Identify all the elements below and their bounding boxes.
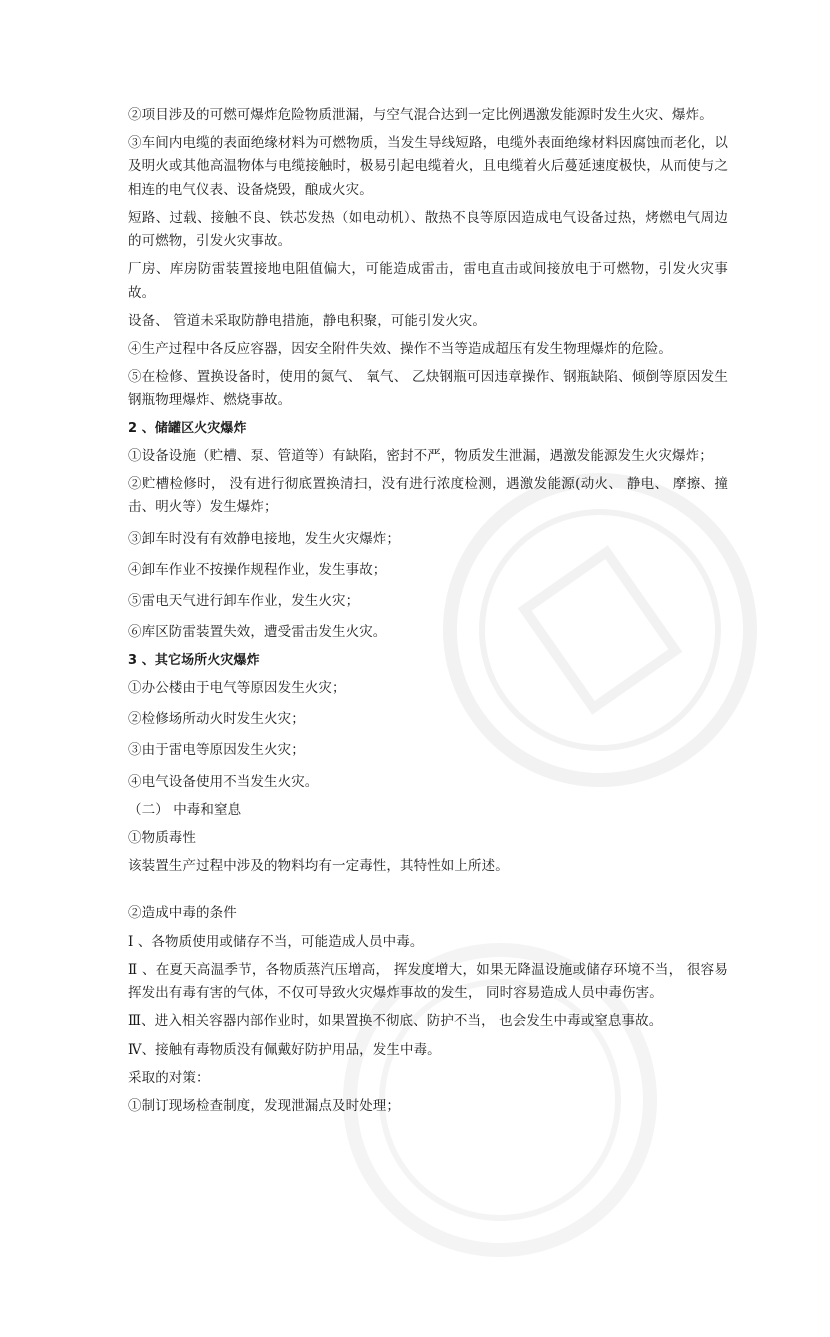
paragraph: ④生产过程中各反应容器，因安全附件失效、操作不当等造成超压有发生物理爆炸的危险。 bbox=[128, 340, 672, 357]
paragraph: 短路、过载、接触不良、铁芯发热（如电动机）、散热不良等原因造成电气设备过热，烤燃电气周边的可燃物，引发火灾事故。 bbox=[128, 209, 728, 250]
paragraph: ①物质毒性 bbox=[128, 829, 196, 846]
paragraph: ③卸车时没有有效静电接地，发生火灾爆炸； bbox=[128, 530, 400, 547]
paragraph: ③由于雷电等原因发生火灾； bbox=[128, 742, 305, 759]
paragraph: ⑤在检修、置换设备时，使用的氮气、 氧气、 乙炔钢瓶可因违章操作、钢瓶缺陷、倾倒等原因发生钢瓶物理爆炸、燃烧事故。 bbox=[128, 369, 728, 409]
paragraph: ⑤雷电天气进行卸车作业，发生火灾； bbox=[128, 593, 360, 610]
paragraph: ②检修场所动火时发生火灾； bbox=[128, 711, 305, 728]
paragraph: ①制订现场检查制度，发现泄漏点及时处理； bbox=[128, 1097, 400, 1114]
paragraph: ③车间内电缆的表面绝缘材料为可燃物质，当发生导线短路，电缆外表面绝缘材料因腐蚀而老化，以及明火或其他高温物体与电缆接触时，极易引起电缆着火，且电缆着火后蔓延速度极快，从而使与之相连的电气仪表、设备烧毁，酿成火灾。 bbox=[128, 135, 728, 198]
section-heading: 3 、其它场所火灾爆炸 bbox=[128, 652, 260, 668]
paragraph: ①办公楼由于电气等原因发生火灾； bbox=[128, 679, 346, 696]
paragraph: ⑥库区防雷装置失效，遭受雷击发生火灾。 bbox=[128, 624, 387, 641]
paragraph: ④电气设备使用不当发生火灾。 bbox=[128, 773, 319, 790]
paragraph: 厂房、库房防雷装置接地电阻值偏大，可能造成雷击，雷电直击或间接放电于可燃物，引发火灾事故。 bbox=[128, 261, 728, 301]
paragraph: ④卸车作业不按操作规程作业，发生事故； bbox=[128, 561, 387, 578]
document-body bbox=[128, 104, 728, 1118]
paragraph: ②贮槽检修时， 没有进行彻底置换清扫，没有进行浓度检测，遇激发能源(动火、 静电、 摩擦、撞击、明火等）发生爆炸； bbox=[128, 476, 728, 516]
paragraph: Ⅲ、进入相关容器内部作业时，如果置换不彻底、防护不当， 也会发生中毒或窒息事故。 bbox=[128, 1013, 663, 1030]
paragraph: Ⅰ 、各物质使用或储存不当，可能造成人员中毒。 bbox=[128, 933, 424, 950]
paragraph: 采取的对策： bbox=[128, 1069, 210, 1086]
paragraph: Ⅱ 、在夏天高温季节，各物质蒸汽压增高， 挥发度增大，如果无降温设施或储存环境不当， 很容易挥发出有毒有害的气体，不仅可导致火灾爆炸事故的发生， 同时容易造成人员中毒伤害。 bbox=[128, 961, 728, 1002]
paragraph: 该装置生产过程中涉及的物料均有一定毒性，其特性如上所述。 bbox=[128, 858, 509, 875]
paragraph: ②造成中毒的条件 bbox=[128, 905, 237, 922]
paragraph: ②项目涉及的可燃可爆炸危险物质泄漏，与空气混合达到一定比例遇激发能源时发生火灾、爆炸。 bbox=[128, 107, 713, 123]
paragraph: ①设备设施（贮槽、泵、管道等）有缺陷，密封不严，物质发生泄漏，遇激发能源发生火灾爆炸； bbox=[128, 447, 713, 464]
paragraph: Ⅳ、接触有毒物质没有佩戴好防护用品，发生中毒。 bbox=[128, 1041, 441, 1058]
paragraph: 设备、 管道未采取防静电措施，静电积聚，可能引发火灾。 bbox=[128, 312, 486, 329]
section-heading: （二） 中毒和窒息 bbox=[128, 801, 242, 818]
section-heading: 2 、储罐区火灾爆炸 bbox=[128, 420, 247, 436]
